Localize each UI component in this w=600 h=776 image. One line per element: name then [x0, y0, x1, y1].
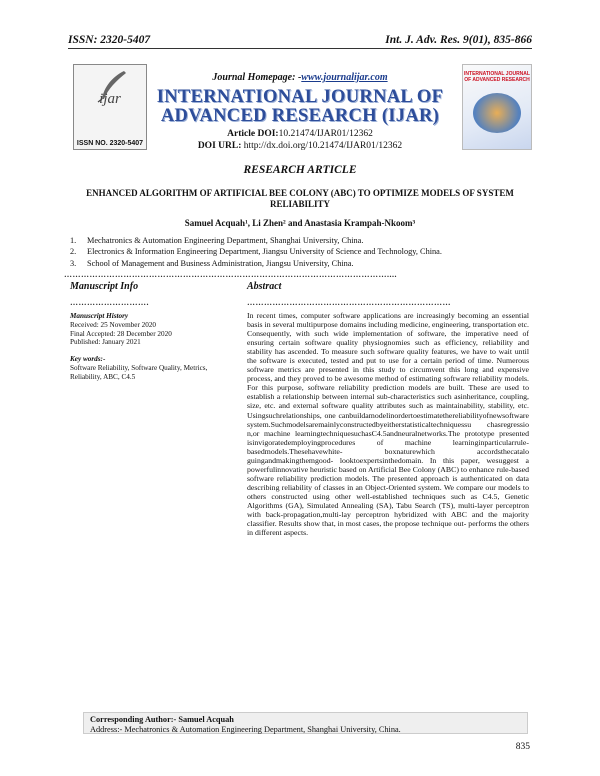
journal-title-line2: ADVANCED RESEARCH (IJAR)	[160, 106, 440, 126]
affiliation-text: Electronics & Information Engineering Department, Jiangsu University of Science and Technology, China.	[87, 247, 442, 257]
affiliation-item	[70, 246, 540, 257]
article-doi: 10.21474/IJAR01/12362	[278, 129, 373, 139]
ijar-logo-text: ijar	[99, 91, 121, 107]
doi-url[interactable]: http://dx.doi.org/10.21474/IJAR01/12362	[243, 141, 403, 151]
author-list: Samuel Acquah¹, Li Zhen² and Anastasia Krampah-Nkoom³	[184, 218, 416, 228]
corresponding-author-box	[83, 712, 528, 734]
running-header	[68, 34, 532, 46]
manuscript-info-heading: Manuscript Info	[70, 281, 139, 292]
article-type: RESEARCH ARTICLE	[243, 164, 357, 176]
page-number: 835	[515, 742, 530, 752]
manuscript-info	[70, 312, 220, 382]
affiliations	[70, 235, 540, 269]
doi-block	[150, 128, 450, 152]
journal-homepage	[0, 72, 600, 83]
homepage-label: Journal Homepage: -	[212, 72, 302, 83]
keywords-label: Key words:-	[70, 355, 106, 364]
affiliation-number: 2.	[70, 247, 77, 257]
abstract-heading: Abstract	[247, 281, 282, 292]
affiliation-text: School of Management and Business Administration, Jiangsu University, China.	[87, 258, 354, 268]
doi-url-label: DOI URL:	[197, 141, 242, 151]
received-date: Received: 25 November 2020	[70, 320, 157, 329]
history-label: Manuscript History	[70, 312, 129, 320]
affiliation-item	[70, 258, 540, 269]
accepted-date: Final Accepted: 28 December 2020	[70, 329, 172, 338]
journal-reference: Int. J. Adv. Res. 9(01), 835-866	[385, 34, 532, 46]
cover-title: INTERNATIONAL JOURNAL OF ADVANCED RESEARCH	[464, 71, 530, 83]
logo-issn: ISSN NO. 2320-5407	[76, 140, 144, 147]
cover-graphic	[473, 93, 521, 133]
corresponding-address: Address:- Mechatronics & Automation Engineering Department, Shanghai University, China.	[90, 725, 401, 734]
affiliation-number: 3.	[70, 258, 77, 268]
corresponding-author: Corresponding Author:- Samuel Acquah	[90, 715, 234, 724]
keywords: Software Reliability, Software Quality, Metrics, Reliability, ABC, C4.5	[70, 363, 208, 381]
affiliation-text: Mechatronics & Automation Engineering Department, Shanghai University, China.	[87, 236, 364, 245]
manuscript-dots: ……………………….	[70, 299, 149, 307]
paper-title: ENHANCED ALGORITHM OF ARTIFICIAL BEE COLONY (ABC) TO OPTIMIZE MODELS OF SYSTEM RELIABILITY	[86, 188, 514, 209]
article-doi-label: Article DOI:	[227, 129, 279, 139]
separator-dots: ……………………………………………………………………………………………………....	[64, 271, 397, 279]
affiliation-number: 1.	[70, 236, 77, 245]
journal-title	[150, 88, 450, 126]
header-rule	[68, 48, 532, 49]
published-date: Published: January 2021	[70, 338, 141, 347]
abstract-dots: ………………………………………………………………	[247, 299, 451, 307]
journal-title-line1: INTERNATIONAL JOURNAL OF	[156, 87, 444, 107]
issn-header: ISSN: 2320-5407	[68, 34, 151, 46]
homepage-link[interactable]: www.journalijar.com	[301, 72, 388, 83]
abstract-text: In recent times, computer software applications are increasingly becoming an essential basis in several multipurpose domains including medicine, engineering, transportation etc. Consequently, with such wide implementation of software, the imperative need of ensuring certain software quality physiognomies such as efficiency, reliability and stability has ascended. To measure such software quality features, we have to wait until the software is executed, tested and put to use for a certain period of time. Numerous software metrics are presented in this study to circumvent this long and expensive process, and they proved to be awesome method of estimating software reliability models. For this purpose, software reliability prediction models are built. These are used to establish a relationship between internal sub-characteristics such asinheritance, coupling, size, etc. and external software quality attributes such as maintainability, stability, etc. Usingsuchrelationships, one canbuildamodelinordertoestimatethereliabilityofnewsoftware system.Suchmodelsaremainlyconstructedbyeitherstatisticaltechniquessu chasregressio n,or machine learningtechniquesuchasC4.5andneuralnetworks.The prototype presented isinvigoratedemployingprocedures of machine learninginparticularrule- basedmodels.Thesehavewhite- boxnaturewhich accordsthecatalo guingandmakingthemgood- looktoexpertsinthedomain. In this paper, wesuggest a powerfulinnovative heuristic based on Artificial Bee Colony (ABC) to enhance rule-based software reliability prediction models. The presented approach is authenticated on data describing reliability of classes in an Object-Oriented system. We compare our models to others constructed using other well-established techniques such as C4.5, Genetic Algorithms (GA), Simulated Annealing (SA), Tabu Search (TS), multi-layer perceptron with back-propagation,multi-lay perceptron hybridized with ABC and the majority classifier. Results show that, in most cases, the propose technique out- performs the others in different aspects.	[247, 311, 529, 538]
affiliation-item	[70, 235, 540, 246]
